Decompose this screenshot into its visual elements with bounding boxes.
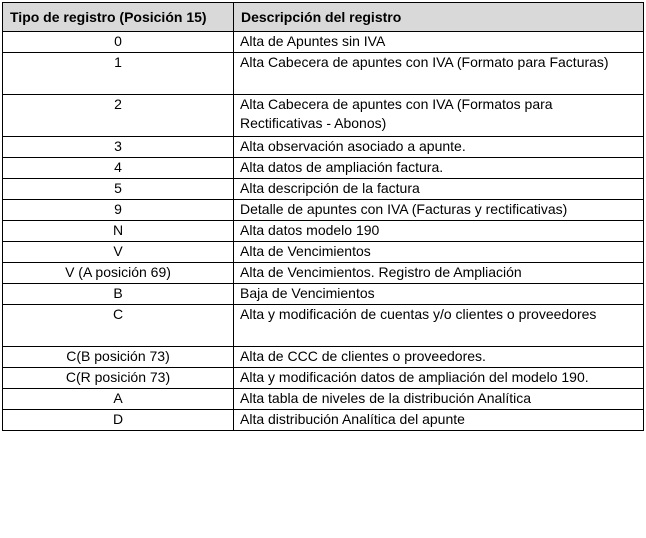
table-row bbox=[3, 53, 644, 95]
table-row bbox=[3, 221, 644, 242]
row-code: D bbox=[3, 410, 234, 431]
table-row bbox=[3, 158, 644, 179]
table-row bbox=[3, 368, 644, 389]
row-code: 3 bbox=[3, 137, 234, 158]
table-row bbox=[3, 263, 644, 284]
row-code: C bbox=[3, 305, 234, 347]
table-row bbox=[3, 284, 644, 305]
row-code: 2 bbox=[3, 95, 234, 137]
header-tipo-registro: Tipo de registro (Posición 15) bbox=[3, 3, 234, 32]
table-row bbox=[3, 242, 644, 263]
row-description: Alta Cabecera de apuntes con IVA (Formatos para Rectificativas - Abonos) bbox=[234, 95, 644, 137]
row-code: C(B posición 73) bbox=[3, 347, 234, 368]
row-description: Alta y modificación de cuentas y/o clientes o proveedores bbox=[234, 305, 644, 347]
row-description: Alta de Vencimientos bbox=[234, 242, 644, 263]
row-description: Alta descripción de la factura bbox=[234, 179, 644, 200]
table-row bbox=[3, 179, 644, 200]
table-row bbox=[3, 95, 644, 137]
row-description: Alta datos modelo 190 bbox=[234, 221, 644, 242]
row-description: Alta observación asociado a apunte. bbox=[234, 137, 644, 158]
row-code: B bbox=[3, 284, 234, 305]
table-row bbox=[3, 32, 644, 53]
table-row bbox=[3, 200, 644, 221]
row-code: V (A posición 69) bbox=[3, 263, 234, 284]
row-description: Alta distribución Analítica del apunte bbox=[234, 410, 644, 431]
row-code: 4 bbox=[3, 158, 234, 179]
table-row bbox=[3, 347, 644, 368]
row-description: Baja de Vencimientos bbox=[234, 284, 644, 305]
row-code: 5 bbox=[3, 179, 234, 200]
table-header-row bbox=[3, 3, 644, 32]
row-description: Alta datos de ampliación factura. bbox=[234, 158, 644, 179]
row-code: N bbox=[3, 221, 234, 242]
row-description: Alta de CCC de clientes o proveedores. bbox=[234, 347, 644, 368]
row-code: V bbox=[3, 242, 234, 263]
table-row bbox=[3, 305, 644, 347]
row-code: A bbox=[3, 389, 234, 410]
table-row bbox=[3, 137, 644, 158]
row-code: C(R posición 73) bbox=[3, 368, 234, 389]
row-code: 9 bbox=[3, 200, 234, 221]
row-description: Alta tabla de niveles de la distribución Analítica bbox=[234, 389, 644, 410]
row-code: 1 bbox=[3, 53, 234, 95]
table-row bbox=[3, 410, 644, 431]
registro-types-table bbox=[2, 2, 644, 431]
row-code: 0 bbox=[3, 32, 234, 53]
row-description: Detalle de apuntes con IVA (Facturas y rectificativas) bbox=[234, 200, 644, 221]
table-row bbox=[3, 389, 644, 410]
header-descripcion: Descripción del registro bbox=[234, 3, 644, 32]
row-description: Alta de Vencimientos. Registro de Ampliación bbox=[234, 263, 644, 284]
row-description: Alta y modificación datos de ampliación del modelo 190. bbox=[234, 368, 644, 389]
row-description: Alta Cabecera de apuntes con IVA (Formato para Facturas) bbox=[234, 53, 644, 95]
row-description: Alta de Apuntes sin IVA bbox=[234, 32, 644, 53]
